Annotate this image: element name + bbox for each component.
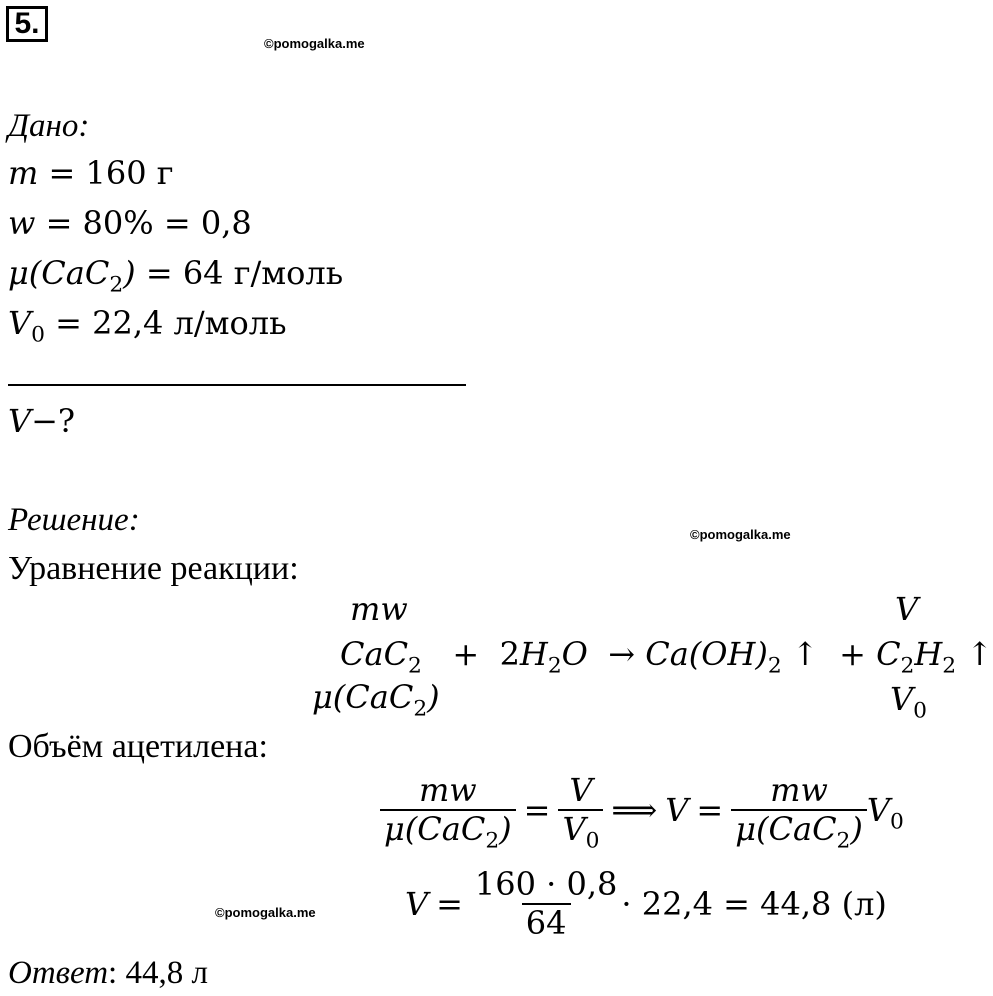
given-mass: m = 160 г — [8, 154, 174, 192]
formula-frac-mid: $\frac{V}{V_0}$ — [558, 772, 603, 848]
watermark: ©pomogalka.me — [264, 36, 365, 51]
reaction-below-c2h2: $V_0$ — [890, 680, 927, 724]
find-line: V−? — [8, 402, 76, 440]
given-mass-value: 160 г — [85, 154, 174, 192]
answer-value: : 44,8 л — [108, 955, 208, 991]
reaction-equation: $CaC_2 + 2H_2O \to Ca(OH)_2$ ↑ + $C_2H_2$ ↑ — [340, 635, 993, 679]
answer-label: Ответ — [8, 955, 109, 991]
watermark-3: ©pomogalka.me — [215, 905, 316, 920]
given-label: Дано: — [8, 108, 90, 144]
volume-calculation: V = $\frac{160 \cdot 0,8}{64}$ · 22,4 = 44,8 (л) — [405, 865, 887, 942]
calc-result: · 22,4 = 44,8 (л) — [621, 884, 887, 923]
reaction-below-cac2: μ(CaC$_2$) — [312, 678, 440, 722]
calc-frac — [471, 866, 621, 942]
volume-formula: $\frac{mw}{\mu(CaC_2)}$ = $\frac{V}{V_0}$ ⟹ V = $\frac{mw}{\mu(CaC_2)}$ $V_0$ — [380, 772, 904, 848]
given-molar-volume: $V_0 = 22,4$ л/моль — [8, 304, 287, 348]
given-fraction-value: 80% = 0,8 — [82, 204, 252, 242]
reaction-above-cac2: mw — [350, 590, 408, 628]
calc-numerator: 160 · 0,8 — [474, 865, 618, 903]
watermark-2: ©pomogalka.me — [690, 527, 791, 542]
formula-frac-left: $\frac{mw}{\mu(CaC_2)}$ — [380, 772, 516, 848]
calc-denominator: 64 — [522, 903, 571, 942]
given-molar-mass-value: 64 г/моль — [182, 254, 344, 292]
volume-label: Объём ацетилена: — [8, 728, 268, 765]
formula-frac-right: $\frac{mw}{\mu(CaC_2)}$ — [731, 772, 867, 848]
given-molar-mass: μ(CaC$_2$) = 64 г/моль — [8, 254, 344, 298]
solution-label: Решение: — [8, 502, 140, 538]
given-divider — [8, 384, 466, 386]
problem-number: 5. — [6, 6, 48, 42]
given-molar-volume-value: 22,4 л/моль — [92, 304, 287, 342]
reaction-above-c2h2: V — [895, 590, 919, 628]
answer-line — [8, 955, 208, 992]
reaction-label: Уравнение реакции: — [8, 550, 299, 587]
find-text: −? — [31, 402, 76, 440]
given-fraction: w = 80% = 0,8 — [8, 204, 252, 242]
